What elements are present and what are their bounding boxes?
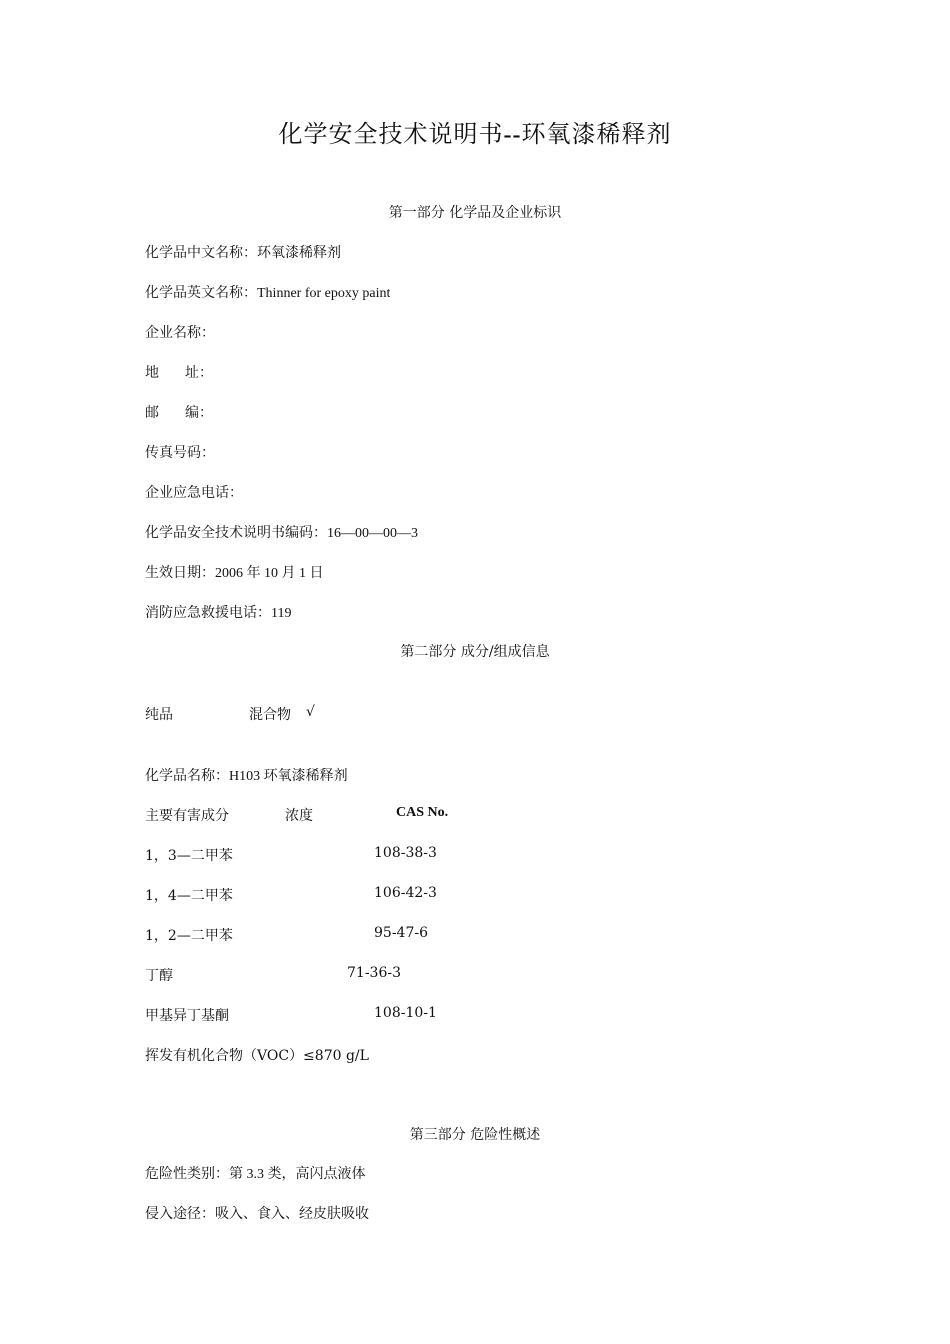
component-name: 1，2—二甲苯 xyxy=(145,928,233,944)
field-effective-date xyxy=(145,562,324,582)
part3-heading: 第三部分 危险性概述 xyxy=(409,1127,541,1143)
field-chinese-name xyxy=(145,242,341,262)
product-name-line xyxy=(145,765,348,785)
product-name-label: 化学品名称： xyxy=(145,768,229,784)
voc-line: 挥发有机化合物（VOC）≤870 g/L xyxy=(145,1048,369,1064)
route-label: 侵入途径： xyxy=(145,1206,215,1222)
document-title xyxy=(0,114,950,149)
component-name: 1，3—二甲苯 xyxy=(145,848,233,864)
field-value: Thinner for epoxy paint xyxy=(257,286,391,301)
field-postcode xyxy=(145,402,213,422)
route-line xyxy=(145,1203,369,1223)
component-cas: 108-10-1 xyxy=(374,1005,437,1021)
hazard-class-label: 危险性类别： xyxy=(145,1166,229,1182)
component-cas: 106-42-3 xyxy=(374,885,437,901)
title-product: 环氧漆稀释剂 xyxy=(521,120,672,148)
field-label: 地 xyxy=(145,365,159,381)
header-concentration: 浓度 xyxy=(285,808,313,824)
route-value: 吸入、食入、经皮肤吸收 xyxy=(215,1206,369,1222)
field-label: 企业应急电话： xyxy=(145,485,243,501)
field-label: 化学品中文名称： xyxy=(145,245,257,261)
component-cas: 95-47-6 xyxy=(374,925,428,941)
title-main: 化学安全技术说明书 xyxy=(278,120,504,148)
component-name: 丁醇 xyxy=(145,968,173,984)
hazard-class-value: 第 3.3 类，高闪点液体 xyxy=(229,1167,366,1182)
field-fire-phone xyxy=(145,602,291,622)
component-cas: 108-38-3 xyxy=(374,845,437,861)
mixture-label: 混合物 xyxy=(249,707,291,723)
field-value: 119 xyxy=(271,606,292,621)
field-label: 企业名称： xyxy=(145,325,215,341)
field-label: 消防应急救援电话： xyxy=(145,605,271,621)
field-value: 环氧漆稀释剂 xyxy=(257,246,341,261)
field-address xyxy=(145,362,213,382)
field-label: 化学品英文名称： xyxy=(145,285,257,301)
title-separator: -- xyxy=(503,122,522,148)
field-msds-code xyxy=(145,522,418,542)
field-company-name xyxy=(145,322,215,342)
field-label: 传真号码： xyxy=(145,445,215,461)
pure-label: 纯品 xyxy=(145,707,173,723)
component-cas: 71-36-3 xyxy=(347,965,401,981)
part1-heading: 第一部分 化学品及企业标识 xyxy=(388,205,562,221)
field-value: 16—00—00—3 xyxy=(327,526,418,541)
mixture-check: √ xyxy=(306,704,315,720)
field-emergency-phone xyxy=(145,482,243,502)
field-label: 邮 xyxy=(145,405,159,421)
component-name: 1，4—二甲苯 xyxy=(145,888,233,904)
field-label-suffix: 编： xyxy=(185,405,213,421)
hazard-class-line xyxy=(145,1163,366,1183)
header-component: 主要有害成分 xyxy=(145,808,229,824)
component-name: 甲基异丁基酮 xyxy=(145,1008,229,1024)
field-english-name xyxy=(145,282,390,302)
field-label: 生效日期： xyxy=(145,565,215,581)
field-value: 2006 年 10 月 1 日 xyxy=(215,566,324,581)
product-name-value: H103 环氧漆稀释剂 xyxy=(229,769,348,784)
part2-heading: 第二部分 成分/组成信息 xyxy=(400,644,550,660)
field-fax xyxy=(145,442,215,462)
field-label: 化学品安全技术说明书编码： xyxy=(145,525,327,541)
field-label-suffix: 址： xyxy=(185,365,213,381)
header-cas: CAS No. xyxy=(396,805,449,820)
